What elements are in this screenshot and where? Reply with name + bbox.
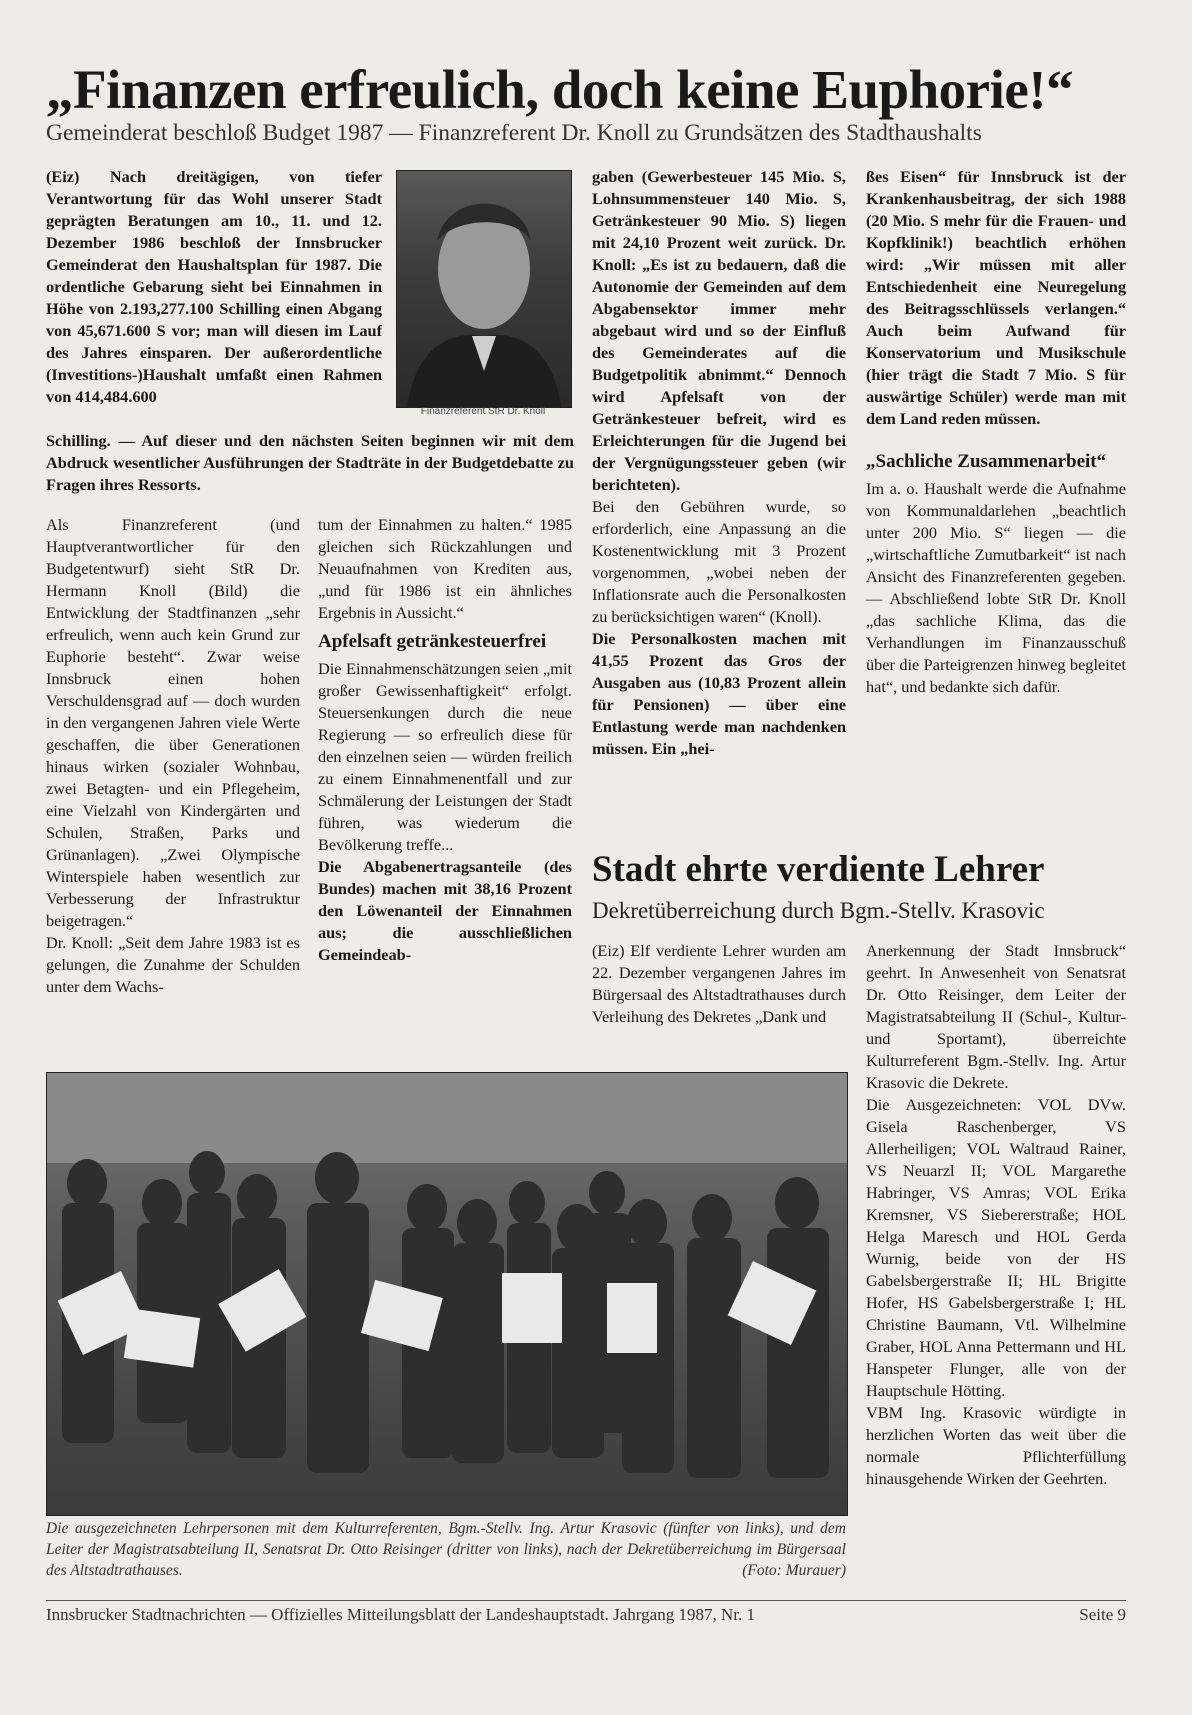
page-number: Seite 9 <box>1079 1605 1126 1624</box>
portrait-caption: Finanzreferent StR Dr. Knoll <box>420 406 546 417</box>
intro-paragraph: (Eiz) Nach dreitägigen, von tiefer Verantwortung für das Wohl unserer Stadt geprägten Beratungen am 10., 11. und 12. Dezember 1986 beschloß der Innsbrucker Gemeinderat den Haushaltsplan für 1987. Die ordentliche Gebarung sieht bei Einnahmen in Höhe von 2.193,277.100 Schilling einen Abgang von 45,671.600 S vor; man will diesen im Lauf des Jahres einsparen. Der außerordentliche (Investitions-)Haushalt umfaßt einen Rahmen von 414,484.600 <box>46 167 382 406</box>
photo-caption: Die ausgezeichneten Lehrpersonen mit dem Kulturreferenten, Bgm.-Stellv. Ing. Artur Krasovic (fünfter von links), und dem Leiter der Magistratsabteilung II, Senatsrat Dr. Otto Reisinger (dritter von links), nach der Dekretüberreichung im Bürgersaal des Altstadtrathauses. (Foto: Murauer) <box>46 1520 846 1579</box>
section-heading: Apfelsaft getränkesteuerfrei <box>318 631 547 652</box>
group-photo <box>46 1072 848 1516</box>
subheadline: Gemeinderat beschloß Budget 1987 — Finanzreferent Dr. Knoll zu Grundsätzen des Stadthaushalts <box>46 120 982 146</box>
column-1-paragraph: Als Finanzreferent (und Hauptverantwortlicher für den Budgetentwurf) sieht StR Dr. Hermann Knoll (Bild) die Entwicklung der Stadtfinanzen „sehr erfreulich, wenn auch kein Grund zur Euphorie besteht“. Zwar weise Innsbruck einen hohen Verschuldensgrad auf — doch wurden in den vergangenen Jahren viele Werte geschaffen, die über Generationen hinaus wirken (sozialer Wohnbau, zwei Betagten- und ein Pflegeheim, eine Vielzahl von Kindergärten und Schulen, Straßen, Parks und Grünanlagen). „Zwei Olympische Winterspiele haben wesentlich zur Verbesserung der Infrastruktur beigetragen.“ <box>46 515 300 930</box>
column-1-paragraph: Dr. Knoll: „Seit dem Jahre 1983 ist es gelungen, die Zunahme der Schulden unter dem Wachs- <box>46 933 300 996</box>
article-2-column-2: Anerkennung der Stadt Innsbruck“ geehrt. In Anwesenheit von Senatsrat Dr. Otto Reisinger, dem Leiter der Magistratsabteilung II (Schul-, Kultur- und Sportamt), überreichte Kulturreferent Bgm.-Stellv. Ing. Artur Krasovic die Dekrete. Die Ausgezeichneten: VOL DVw. Gisela Raschenberger, VS Allerheiligen; VOL Waltraud Rainer, VS Neuarzl II; VOL Margarethe Habringer, VS Amras; VOL Erika Kremsner, VS Siebererstraße; HOL Helga Maresch und HOL Gerda Wurnig, beide von der HS Gabelsbergerstraße II; HL Brigitte Hofer, HS Gabelsbergerstraße I; HL Christine Baumann, Vtl. Wilhelmine Graber, HOL Anna Pettermann und HL Hanspeter Flunger, alle von der Hauptschule Hötting. VBM Ing. Krasovic würdigte in herzlichen Worten das weit über die normale Pflichterfüllung hinausgehende Wirken der Geehrten. <box>866 941 1126 1488</box>
headline: „Finanzen erfreulich, doch keine Euphorie!“ <box>46 59 1074 120</box>
portrait-figure <box>397 171 571 407</box>
group-figures <box>47 1073 847 1515</box>
footer <box>46 1604 1126 1626</box>
footer-divider <box>46 1600 1126 1601</box>
article-column-1 <box>46 514 300 998</box>
article-2-headline: Stadt ehrte verdiente Lehrer <box>592 849 1045 890</box>
photo-credit: (Foto: Murauer) <box>742 1562 846 1579</box>
footer-publication: Innsbrucker Stadtnachrichten — Offizielles Mitteilungsblatt der Landeshauptstadt. Jahrgang 1987, Nr. 1 <box>46 1605 755 1624</box>
article-2-subheadline: Dekretüberreichung durch Bgm.-Stellv. Krasovic <box>592 898 1045 923</box>
article-column-2: tum der Einnahmen zu halten.“ 1985 gleichen sich Rückzahlungen und Neuaufnahmen von Krediten aus, „und für 1986 ist ein ähnliches Ergebnis in Aussicht.“ Apfelsaft getränkesteuerfrei Die Einnahmenschätzungen seien „mit großer Gewissenhaftigkeit“ erfolgt. Steuersenkungen durch die neue Regierung — so erfreulich diese für den einzelnen seien — würden freilich zu einem Einnahmenentfall und zur Schmälerung der Leistungen der Stadt führen, was wiederum die Bevölkerung treffe... Die Abgabenertragsanteile (des Bundes) machen mit 38,16 Prozent den Löwenanteil der Einnahmen aus; die ausschließlichen Gemeindeab- <box>318 515 572 964</box>
section-heading: „Sachliche Zusammenarbeit“ <box>866 451 1107 472</box>
article-column-4: ßes Eisen“ für Innsbruck ist der Krankenhausbeitrag, der sich 1988 (20 Mio. S mehr für die Frauen- und Kopfklinik!) beachtlich erhöhen wird: „Wir müssen mit aller Entschiedenheit eine Neuregelung des Beitragsschlüssels verlangen.“ Auch beim Aufwand für Konservatorium und Musikschule (hier trägt die Stadt 7 Mio. S für auswärtige Schüler) werde man mit dem Land reden müssen. „Sachliche Zusammenarbeit“ Im a. o. Haushalt werde die Aufnahme von Kommunaldarlehen „beachtlich unter 200 Mio. S“ liegen — die „wirtschaftliche Zumutbarkeit“ ist nach Ansicht des Finanzreferenten gegeben. — Abschließend lobte StR Dr. Knoll „das sachliche Klima, das die Verhandlungen im Finanzausschuß über die Parteigrenzen hinweg begleitet hat“, und bedankte sich dafür. <box>866 167 1126 696</box>
intro-continuation: Schilling. — Auf dieser und den nächsten Seiten beginnen wir mit dem Abdruck wesentlicher Ausführungen der Stadträte in der Budgetdebatte zu Fragen ihres Ressorts. <box>46 431 574 494</box>
article-2-column-1: (Eiz) Elf verdiente Lehrer wurden am 22. Dezember vergangenen Jahres im Bürgersaal des Altstadtrathauses durch Verleihung des Dekretes „Dank und <box>592 941 846 1026</box>
article-column-3: gaben (Gewerbesteuer 145 Mio. S, Lohnsummensteuer 140 Mio. S, Getränkesteuer 90 Mio. S) liegen mit 24,10 Prozent weit zurück. Dr. Knoll: „Es ist zu bedauern, daß die Autonomie der Gemeinden auf dem Abgabensektor immer mehr abgebaut wird und so der Einfluß des Gemeinderates auf die Budgetpolitik abnimmt.“ Dennoch wird Apfelsaft von der Getränkesteuer befreit, wird es Erleichterungen für die Jugend bei der Vergnügungssteuer geben (wir berichteten). Bei den Gebühren wurde, so erforderlich, eine Anpassung an die Kostenentwicklung mit 3 Prozent vorgenommen, „wobei neben der Inflationsrate auch die Personalkosten zu berücksichtigen waren“ (Knoll). Die Personalkosten machen mit 41,55 Prozent das Gros der Ausgaben aus (10,83 Prozent allein für Pensionen) — über eine Entlastung werde man nachdenken müssen. Ein „hei- <box>592 167 846 758</box>
portrait-photo <box>396 170 572 408</box>
